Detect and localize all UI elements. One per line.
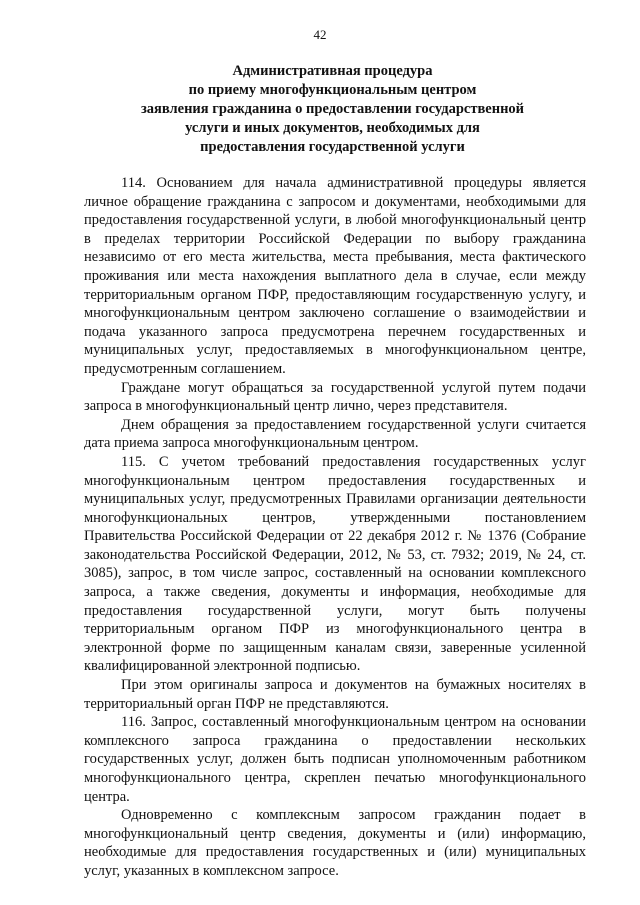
paragraph-originals: При этом оригиналы запроса и документов на бумажных носителях в территориальный орган ПФР не представляются. xyxy=(84,677,586,712)
paragraph-116: 116. Запрос, составленный многофункциональным центром на основании комплексного запроса гражданина о предоставлении нескольких государственных услуг, должен быть подписан уполномоченным работником многофункционального центра, скреплен печатью многофункционального центра. xyxy=(84,714,586,805)
title-line: предоставления государственной услуги xyxy=(200,139,465,155)
section-title xyxy=(80,62,585,157)
paragraph-114: 114. Основанием для начала административной процедуры является личное обращение гражданина с запросом и документами, необходимыми для предоставления государственной услуги, в любой многофункциональный центр в пределах территории Российской Федерации по выбору гражданина независимо от его места жительства, места пребывания, места фактического проживания или места нахождения выплатного дела в случае, если между территориальным органом ПФР, предоставляющим государственную услугу, и многофункциональным центром заключено соглашение о взаимодействии и подача указанного запроса предусмотрена перечнем государственных и муниципальных услуг, предоставляемых в многофункциональном центре, предусмотренным соглашением. xyxy=(84,175,586,377)
paragraph-application-date: Днем обращения за предоставлением государственной услуги считается дата приема запроса многофункциональным центром. xyxy=(84,416,586,452)
paragraph-citizens-apply: Граждане могут обращаться за государственной услугой путем подачи запроса в многофункциональный центр лично, через представителя. xyxy=(84,379,586,415)
body-text xyxy=(84,174,586,881)
title-line: услуги и иных документов, необходимых для xyxy=(185,120,480,136)
title-line: Административная процедура xyxy=(232,63,433,79)
title-line: заявления гражданина о предоставлении государственной xyxy=(140,101,525,117)
page-number: 42 xyxy=(313,27,327,42)
paragraph-115: 115. С учетом требований предоставления государственных услуг многофункциональным центром предоставления государственных и муниципальных услуг, предусмотренных Правилами организации деятельности многофункциональных центров, утвержденными постановлением Правительства Российской Федерации от 22 декабря 2012 г. № 1376 (Собрание законодательства Российской Федерации, 2012, № 53, ст. 7932; 2019, № 24, ст. 3085), запрос, в том числе запрос, составленный на основании комплексного запроса, а также сведения, документы и информация, необходимые для предоставления государственной услуги, могут быть получены территориальным органом ПФР из многофункционального центра в электронной форме по защищенным каналам связи, заверенные усиленной квалифицированной электронной подписью. xyxy=(84,453,586,675)
paragraph-simultaneously: Одновременно с комплексным запросом гражданин подает в многофункциональный центр сведения, документы и (или) информацию, необходимые для предоставления государственных и (или) муниципальных услуг, указанных в комплексном запросе. xyxy=(84,807,586,879)
title-line: по приему многофункциональным центром xyxy=(188,82,477,98)
